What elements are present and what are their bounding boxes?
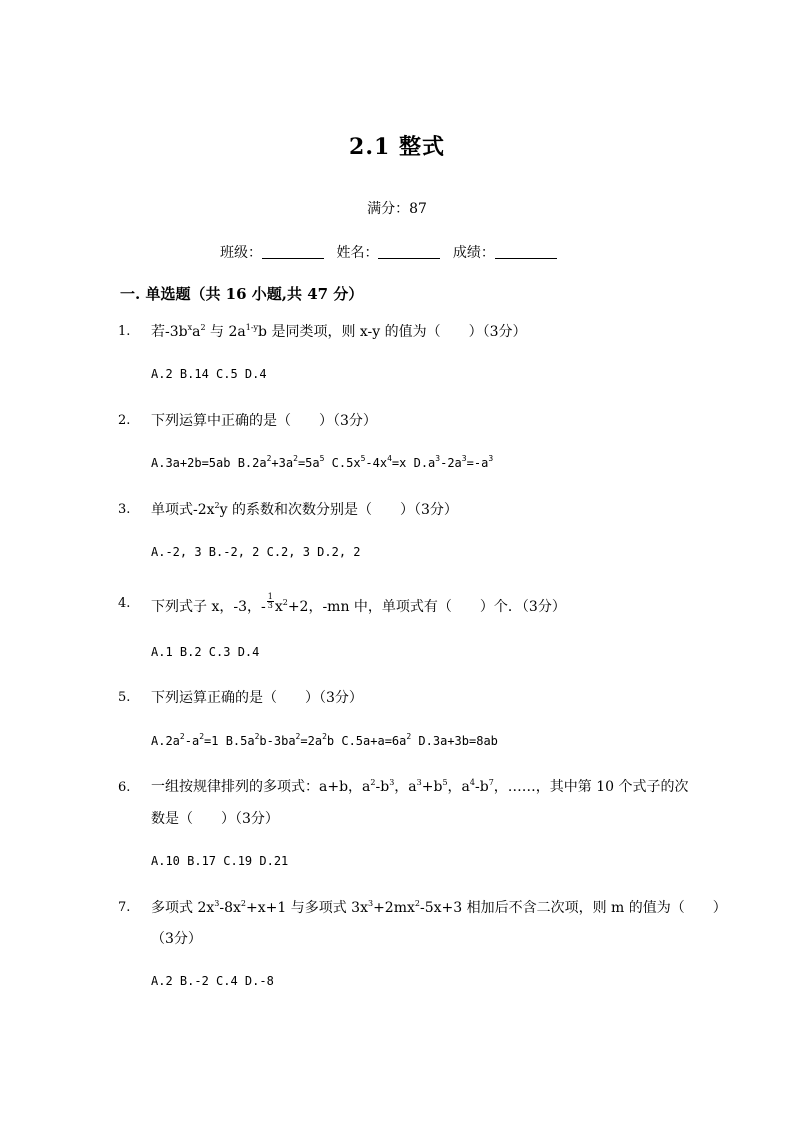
question-number: 6. <box>118 780 131 795</box>
question-text: 多项式 $2x^3-8x^2+x+1$ 与多项式 $3x^3+2mx^2-5x+3$ 相加后不含二次项，则 m 的值为（ ） <box>151 899 727 916</box>
question-number: 1. <box>118 324 131 339</box>
full-score: 满分：87 <box>367 201 427 217</box>
question-text: 下列运算中正确的是（ ）（3分） <box>151 413 377 429</box>
question-text: 若$-3b^xa^2$ 与 $2a^{1-y}b$ 是同类项，则 x-y 的值为（ ）（3分） <box>151 323 527 340</box>
question-options: A.-2, 3 B.-2, 2 C.2, 3 D.2, 2 <box>151 545 361 559</box>
name-blank[interactable] <box>378 244 440 259</box>
question-text: 下列运算正确的是（ ）（3分） <box>151 690 363 706</box>
question-options: A.2 B.-2 C.4 D.-8 <box>151 974 274 988</box>
question-options: A.1 B.2 C.3 D.4 <box>151 645 260 659</box>
grade-label: 成绩： <box>452 245 495 261</box>
question-options: A.2 B.14 C.5 D.4 <box>151 367 267 381</box>
student-info-row <box>220 242 565 262</box>
fraction: $\frac{1}{3}$ <box>267 592 273 610</box>
grade-blank[interactable] <box>495 244 557 259</box>
class-label: 班级： <box>220 245 262 261</box>
class-blank[interactable] <box>262 244 324 259</box>
question-text-continued: （3分） <box>151 931 202 947</box>
question-text-continued: 数是（ ）（3分） <box>151 811 279 827</box>
section-heading: 一. 单选题（共 16 小题,共 47 分） <box>120 285 364 303</box>
question-text: 下列式子 x，-3，- $\frac{1}{3}$ $x^2+2$，-mn 中，单项式有（ ）个．（3分） <box>151 592 566 615</box>
question-number: 4. <box>118 596 131 611</box>
question-options: A.3a+2b=5ab $B.2a^2+3a^2=5a^5$ $C.5x^5-4x^4=x$ $D.a^3-2a^3=-a^3$ <box>151 454 494 470</box>
question-number: 5. <box>118 690 131 705</box>
question-options: A.10 B.17 C.19 D.21 <box>151 854 289 868</box>
question-number: 3. <box>118 502 131 517</box>
question-number: 7. <box>118 900 131 915</box>
question-number: 2. <box>118 413 131 428</box>
question-text: 单项式$-2x^2y$ 的系数和次数分别是（ ）（3分） <box>151 501 458 518</box>
question-options: $A.2a^2-a^2=1$ $B.5a^2b-3ba^2=2a^2b$ $C.5a+a=6a^2$ D.3a+3b=8ab <box>151 732 498 748</box>
page-title: 2.1 整式 <box>349 134 445 160</box>
name-label: 姓名： <box>336 245 379 261</box>
question-text: 一组按规律排列的多项式：a+b，$a^2-b^3$，$a^3+b^5$，$a^4-b^7$，……，其中第 10 个式子的次 <box>151 778 689 795</box>
